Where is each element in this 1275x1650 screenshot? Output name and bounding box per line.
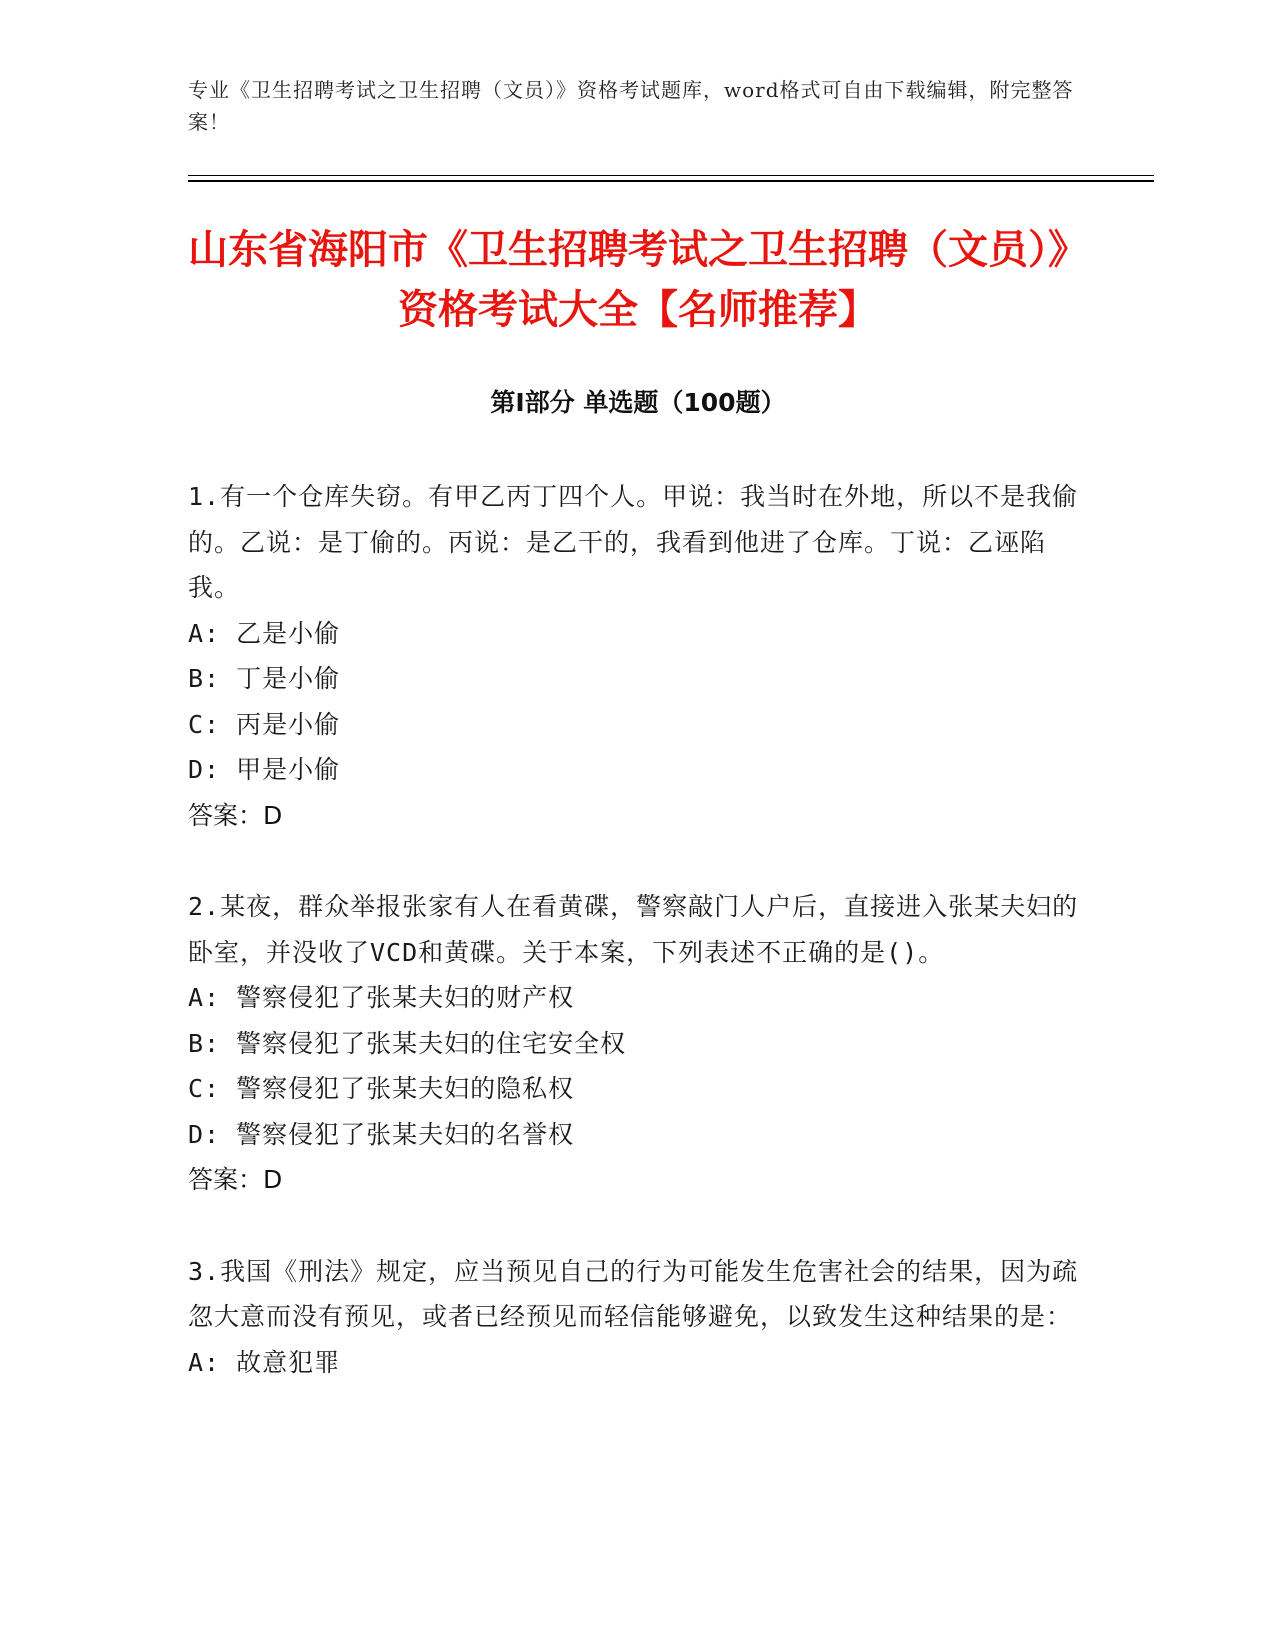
question-1 bbox=[188, 474, 1088, 838]
option-c: C: 警察侵犯了张某夫妇的隐私权 bbox=[188, 1074, 575, 1103]
header-divider-thin bbox=[188, 175, 1154, 176]
option-a: A: 警察侵犯了张某夫妇的财产权 bbox=[188, 983, 575, 1012]
option-d: D: 警察侵犯了张某夫妇的名誉权 bbox=[188, 1119, 575, 1149]
question-stem: 2.某夜，群众举报张家有人在看黄碟，警察敲门人户后，直接进入张某夫妇的卧室，并没收了VCD和黄碟。关于本案，下列表述不正确的是()。 bbox=[188, 892, 1079, 967]
section-title: 第I部分 单选题（100题） bbox=[490, 388, 786, 417]
option-d: D: 甲是小偷 bbox=[188, 755, 341, 784]
question-stem: 3.我国《刑法》规定，应当预见自己的行为可能发生危害社会的结果，因为疏忽大意而没有预见，或者已经预见而轻信能够避免，以致发生这种结果的是： bbox=[188, 1256, 1079, 1331]
document-title: 山东省海阳市《卫生招聘考试之卫生招聘（文员）》资格考试大全【名师推荐】 bbox=[188, 227, 1088, 333]
option-c: C: 丙是小偷 bbox=[188, 709, 341, 739]
question-3 bbox=[188, 1249, 1088, 1386]
option-b: B: 丁是小偷 bbox=[188, 664, 341, 693]
question-2 bbox=[188, 884, 1088, 1203]
answer: 答案：D bbox=[188, 800, 283, 830]
question-list bbox=[188, 474, 1088, 1431]
question-stem: 1.有一个仓库失窃。有甲乙丙丁四个人。甲说：我当时在外地，所以不是我偷的。乙说：是丁偷的。丙说：是乙干的，我看到他进了仓库。丁说：乙诬陷我。 bbox=[188, 482, 1079, 602]
header-note: 专业《卫生招聘考试之卫生招聘（文员）》资格考试题库，word格式可自由下载编辑，附完整答案！ bbox=[188, 78, 1074, 134]
option-a: A: 故意犯罪 bbox=[188, 1347, 341, 1377]
option-b: B: 警察侵犯了张某夫妇的住宅安全权 bbox=[188, 1028, 627, 1058]
header-divider-thick bbox=[188, 180, 1154, 182]
answer: 答案：D bbox=[188, 1165, 283, 1194]
option-a: A: 乙是小偷 bbox=[188, 618, 341, 648]
